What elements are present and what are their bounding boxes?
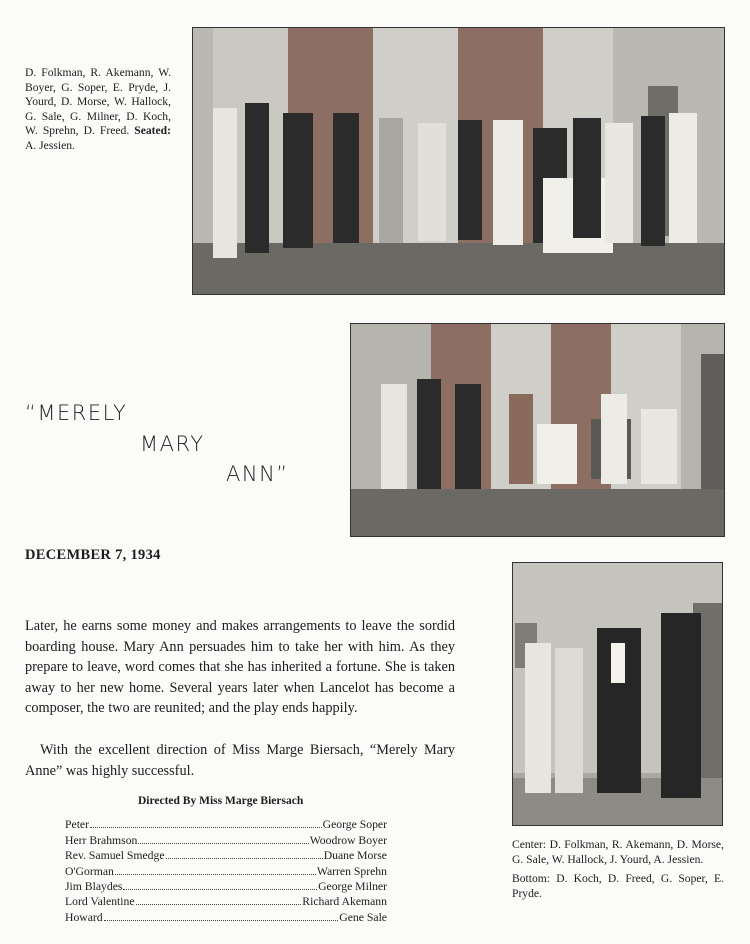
cast-role: Rev. Samuel Smedge	[65, 849, 165, 863]
leader-dots	[123, 889, 317, 890]
top-photo-caption	[25, 66, 171, 154]
cast-row	[65, 878, 387, 893]
cast-role: Peter	[65, 818, 90, 832]
cast-actor: George Milner	[318, 879, 387, 893]
leader-dots	[136, 904, 302, 905]
center-caption-names: D. Folkman, R. Akemann, D. Morse, G. Sale, W. Hallock, J. Yourd, A. Jessien.	[512, 838, 724, 866]
story-paragraph-1: Later, he earns some money and makes arrangements to leave the sordid boarding house. Mary Ann persuades him to take her with him. As they prepare to leave, word comes that she has inherited a fortune. She is taken away to her new home. Several years later when Lancelot has become a composer, the two are reunited; and the play ends happily.	[25, 618, 455, 717]
cast-actor: Gene Sale	[339, 910, 387, 924]
cast-row	[65, 862, 387, 877]
leader-dots	[104, 920, 339, 921]
bottom-photo	[512, 562, 723, 826]
cast-row	[65, 908, 387, 923]
top-caption-seated-label: Seated:	[134, 124, 171, 138]
cast-role: Howard	[65, 910, 103, 924]
leader-dots	[138, 843, 308, 844]
title-line-3: ANN”	[226, 462, 289, 486]
cast-role: Jim Blaydes	[65, 879, 123, 893]
cast-role: Lord Valentine	[65, 895, 135, 909]
cast-actor: Duane Morse	[323, 849, 387, 863]
title-line-1: “MERELY	[25, 401, 128, 425]
top-caption-seated-names: A. Jessien.	[25, 138, 75, 152]
cast-actor: Warren Sprehn	[316, 864, 387, 878]
cast-row	[65, 816, 387, 831]
bottom-caption-label: Bottom:	[512, 872, 551, 885]
cast-actor: Richard Akemann	[302, 895, 387, 909]
cast-row	[65, 831, 387, 846]
center-caption-label: Center:	[512, 838, 547, 851]
leader-dots	[166, 858, 323, 859]
cast-row	[65, 893, 387, 908]
bottom-caption-names: D. Koch, D. Freed, G. Soper, E. Pryde.	[512, 872, 724, 900]
cast-list	[65, 816, 387, 924]
leader-dots	[115, 874, 316, 875]
title-line-2: MARY	[140, 432, 205, 456]
cast-heading: Directed By Miss Marge Biersach	[138, 795, 304, 807]
story-paragraph-2: With the excellent direction of Miss Marge Biersach, “Merely Mary Anne” was highly successful.	[25, 742, 455, 779]
cast-row	[65, 847, 387, 862]
cast-role: Herr Brahmson	[65, 833, 138, 847]
bottom-photo-caption	[512, 872, 724, 901]
top-stage-photo	[192, 27, 725, 295]
cast-actor: George Soper	[322, 818, 387, 832]
center-stage-photo	[350, 323, 725, 537]
cast-actor: Woodrow Boyer	[309, 833, 387, 847]
performance-date: DECEMBER 7, 1934	[25, 547, 161, 563]
leader-dots	[90, 827, 322, 828]
center-photo-caption	[512, 838, 724, 867]
top-caption-names: D. Folkman, R. Akemann, W. Boyer, G. Soper, E. Pryde, J. Yourd, D. Morse, W. Hallock, G. Sale, G. Milner, D. Koch, W. Sprehn, D. Freed.	[25, 66, 171, 138]
cast-role: O'Gorman	[65, 864, 114, 878]
